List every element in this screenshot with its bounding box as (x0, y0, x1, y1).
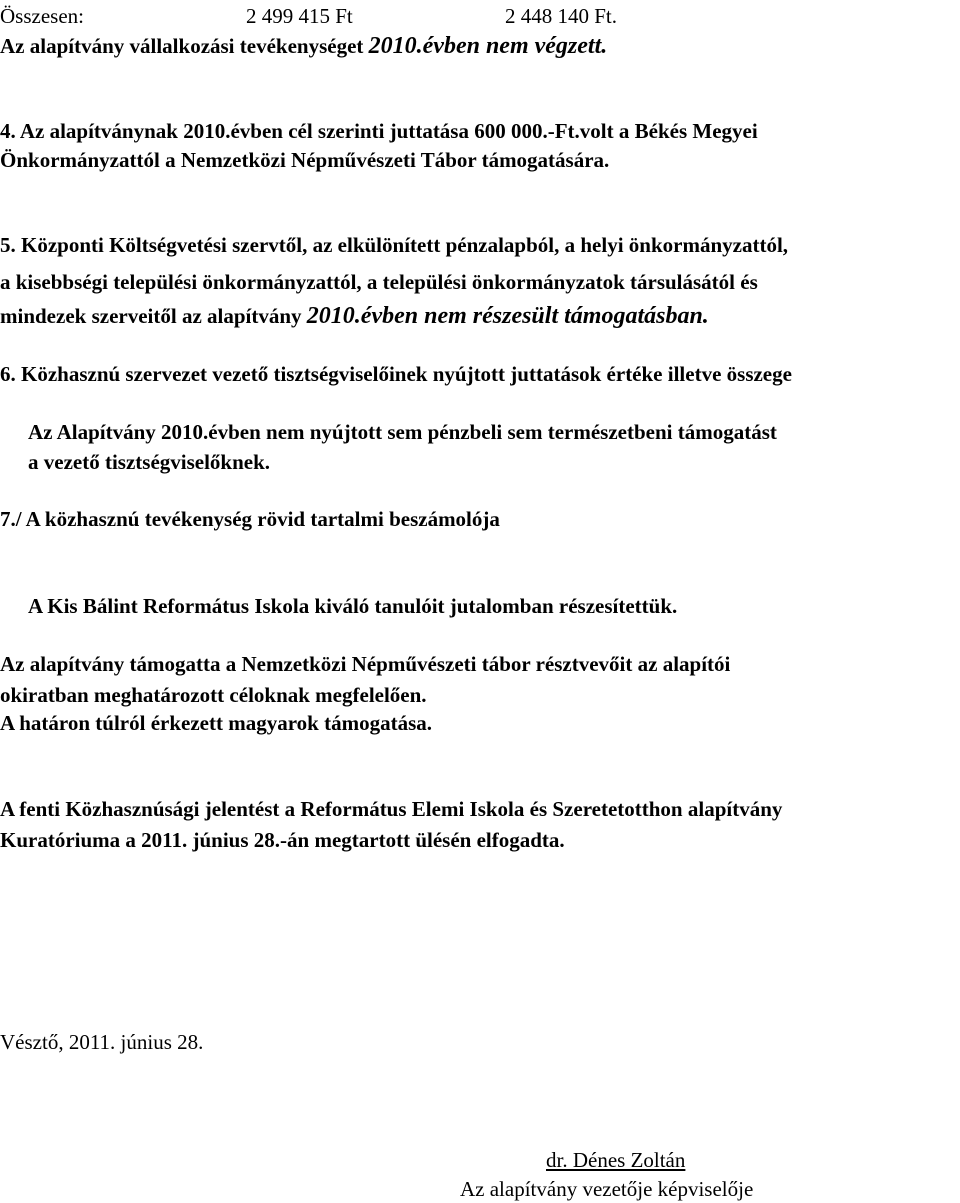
approval-line-2: Kuratóriuma a 2011. június 28.-án megtartott ülésén elfogadta. (0, 828, 565, 852)
section-7-paragraph-2-line-1: Az alapítvány támogatta a Nemzetközi Népművészeti tábor résztvevőit az alapítói (0, 652, 731, 676)
business-activity-emphasis: 2010.évben nem végzett. (368, 33, 608, 59)
section-5-line-2: a kisebbségi települési önkormányzattól, a települési önkormányzatok társulásától és (0, 270, 758, 294)
section-7-paragraph-2-line-3: A határon túlról érkezett magyarok támogatása. (0, 711, 432, 735)
section-7-paragraph-2-line-2: okiratban meghatározott céloknak megfelelően. (0, 683, 427, 707)
summary-value-1: 2 499 415 Ft (246, 4, 353, 28)
business-activity-line (0, 32, 607, 60)
section-5-line-3 (0, 302, 709, 330)
approval-line-1: A fenti Közhasznúsági jelentést a Református Elemi Iskola és Szeretetotthon alapítvány (0, 797, 783, 821)
section-7-paragraph-1: A Kis Bálint Református Iskola kiváló tanulóit jutalomban részesítettük. (28, 594, 678, 618)
section-6-line-1: Az Alapítvány 2010.évben nem nyújtott sem pénzbeli sem természetbeni támogatást (28, 420, 777, 444)
summary-label: Összesen: (0, 4, 84, 28)
section-6-line-2: a vezető tisztségviselőknek. (28, 450, 271, 474)
section-5-emphasis: 2010.évben nem részesült támogatásban. (306, 303, 709, 329)
section-4-line-1: 4. Az alapítványnak 2010.évben cél szerinti juttatása 600 000.-Ft.volt a Békés Megyei (0, 119, 758, 143)
section-5-line-1: 5. Központi Költségvetési szervtől, az elkülönített pénzalapból, a helyi önkormányzattól, (0, 233, 789, 257)
section-7-heading: 7./ A közhasznú tevékenység rövid tartalmi beszámolója (0, 507, 500, 531)
summary-value-2: 2 448 140 Ft. (505, 4, 618, 28)
section-6-heading: 6. Közhasznú szervezet vezető tisztségviselőinek nyújtott juttatások értéke illetve összege (0, 362, 792, 386)
section-4-line-2: Önkormányzattól a Nemzetközi Népművészeti Tábor támogatására. (0, 148, 610, 172)
place-and-date: Vésztő, 2011. június 28. (0, 1030, 204, 1054)
signature-name: dr. Dénes Zoltán (546, 1148, 686, 1172)
signature-title: Az alapítvány vezetője képviselője (460, 1177, 754, 1201)
business-activity-text: Az alapítvány vállalkozási tevékenységet (0, 34, 369, 58)
section-5-line-3-text: mindezek szerveitől az alapítvány (0, 304, 307, 328)
